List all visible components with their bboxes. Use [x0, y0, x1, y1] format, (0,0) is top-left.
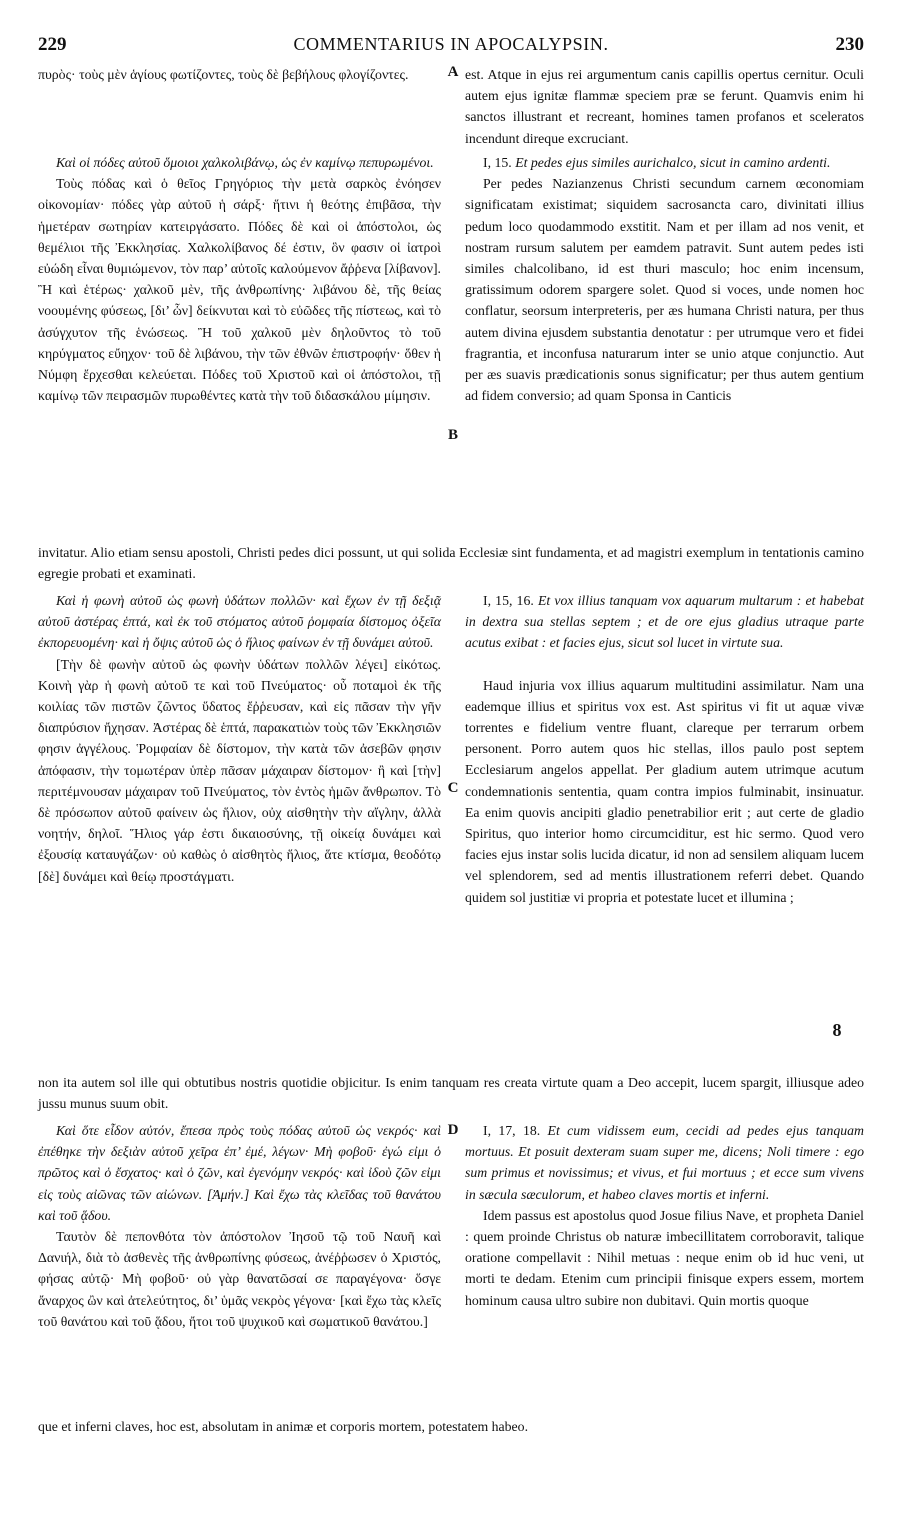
column-marker-8: 8: [832, 1020, 842, 1040]
section-fear-not: [38, 1120, 864, 1460]
page-number-left: 229: [38, 34, 67, 55]
greek-commentary: Ταυτὸν δὲ πεπονθότα τὸν ἀπόστολον Ἰησοῦ τῷ τοῦ Ναυῆ καὶ Δανιήλ, διὰ τὸ ἀσθενὲς τῆς ἀνθρωπίνης φύσεως, ἀνέῤῥωσεν ὁ Χριστός, φήσας αὐτῷ· Μὴ φοβοῦ· οὐ γὰρ θανατῶσαί σε παραγέγονα· ὅσγε ἄναρχος ὢν καὶ ἀτελεύτητος, δι’ ὑμᾶς νεκρὸς γέγονα· [καὶ ἔχω τὰς κλεῖς τοῦ θανάτου καὶ τοῦ ᾅδου, ἤτοι τοῦ ψυχικοῦ καὶ σωματικοῦ θανάτου.]: [38, 1229, 441, 1329]
margin-marker-d: D: [447, 1122, 459, 1138]
section-feet-full: [38, 542, 864, 584]
verse-reference: I, 15, 16.: [483, 593, 534, 608]
section-fear-not-full: [38, 1416, 864, 1437]
verse-reference: I, 15.: [483, 155, 512, 170]
latin-commentary: est. Atque in ejus rei argumentum canis capillis opertus cernitur. Oculi autem ejus ignitæ flammæ speciem præ se ferunt. Quamvis enim hi sanctos illustrant et recreant, homines tamen profanos et sceleratos incendunt direque excruciant.: [465, 67, 864, 146]
latin-commentary: Per pedes Nazianzenus Christi secundum carnem œconomiam significatam existimat; siquidem sacrosancta caro, divinitati illius pedum loco quodammodo exstitit. Nam et per illam ad nos venit, et nostram rursum salutem per eamdem patravit. Sunt autem pedes isti similes chalcolibano, id est thuri masculo; hoc enim incensum, gratissimum odorem spargere solet. Quod si voces, unde nomen hoc conflatur, seorsum interpreteris, per æs humana Christi natura, per thus autem divina ejusdem substantia denotatur : per utrumque vero et fidei fragrantia, et inconfusa naturarum inter se unio atque conjunctio. Aut per æs suavis prædicationis sonus significatur; per thus autem gentium ad fidem conversio; ad quam Sponsa in Canticis: [465, 176, 864, 404]
verse-reference: I, 17, 18.: [483, 1123, 541, 1138]
latin-verse: Et pedes ejus similes aurichalco, sicut in camino ardenti.: [515, 155, 831, 170]
section-voice-full: [38, 1072, 864, 1114]
page: [38, 30, 864, 1510]
greek-verse: Καὶ ὅτε εἶδον αὐτόν, ἔπεσα πρὸς τοὺς πόδας αὐτοῦ ὡς νεκρός· καὶ ἐπέθηκε τὴν δεξιὰν αὐτοῦ χεῖρα ἐπ’ ἐμέ, λέγων· Μὴ φοβοῦ· ἐγώ εἰμι ὁ πρῶτος καὶ ὁ ἔσχατος· καὶ ὁ ζῶν, καὶ ἐγενόμην νεκρός· καὶ ἰδοὺ ζῶν εἰμι εἰς τοὺς αἰῶνας τῶν αἰώνων. [Ἀμήν.] Καὶ ἔχω τὰς κλεῖδας τοῦ θανάτου καὶ τοῦ ᾅδου.: [38, 1123, 441, 1223]
greek-commentary: [Τὴν δὲ φωνὴν αὐτοῦ ὡς φωνὴν ὑδάτων πολλῶν λέγει] εἰκότως. Κοινὴ γὰρ ἡ φωνὴ αὐτοῦ τε καὶ τοῦ Πνεύματος· οὗ ποταμοὶ ἐκ τῆς κοιλίας τῶν πιστῶν ζῶντος ὕδατος ἔῤῥευσαν, καὶ εἰς πᾶσαν τὴν γῆν διαπρύσιον ἤχησαν. Ἀστέρας δὲ ἑπτά, παρακατιὼν τοὺς τῶν Ἐκκλησιῶν φησιν ἀγγέλους. Ῥομφαίαν δὲ δίστομον, τὴν κατὰ τῶν ἀσεβῶν φησιν ἀπόφασιν, τὴν τομωτέραν ὑπὲρ πᾶσαν μάχαιραν δίστομον· ἢ καὶ [τὴν] περιτέμνουσαν μάχαιραν τοῦ Πνεύματος, τὸν ἐντὸς ἡμῶν ἄνθρωπον. Τὸ δὲ πρόσωπον αὐτοῦ φαίνειν ὡς ἥλιον, οὐχ αἰσθητὴν τὴν αἴγλην, ἀλλὰ νοητήν, δηλοῖ. Ἥλιος γάρ ἐστι δικαιοσύνης, τῇ οἰκείᾳ δυνάμει καὶ ἐξουσίᾳ καταυγάζων· οὐ καθὼς ὁ αἰσθητὸς ἥλιος, ἅτε κτίσμα, θεοδότῳ [δὲ] δυνάμει καὶ θείῳ προστάγματι.: [38, 656, 441, 884]
full-width-line: non ita autem sol ille qui obtutibus nostris quotidie objicitur. Is enim tanquam res creata virtute quam a Deo accepit, lucem spargit, illiusque adeo jussu munus suum obit.: [38, 1075, 864, 1112]
page-number-right: 230: [835, 34, 864, 55]
page-header: [38, 30, 864, 64]
greek-commentary: πυρὸς· τοὺς μὲν ἁγίους φωτίζοντες, τοὺς δὲ βεβήλους φλογίζοντες.: [38, 67, 409, 82]
latin-commentary: Haud injuria vox illius aquarum multitudini assimilatur. Nam una eademque illius et spiritus vox est. Ast spiritus vi fit ut aquæ vivæ torrentes e fidelium ventre fluant, clareque per terrarum orbem personent. Porro autem quos hic stellas, illos paulo post septem Ecclesiarum angelos appellat. Per gladium autem utrimque acutum condemnationis sententia, quam contra impios fulminabit, insinuatur. Ea enim quovis ancipiti gladio penetrabilior erit ; aut certe de gladio Spiritus, quo interior homo circumciditur, est hic sermo. Quod vero facies ejus instar solis lucida dicatur, id non ad sensilem aliquam lucem vel splendorem, sed ad mentis illustrationem referri debet. Quando quidem sol justitiæ vi propria et potestate lucet et illumina ;: [465, 677, 864, 905]
section-feet: [38, 152, 864, 592]
greek-commentary: Τοὺς πόδας καὶ ὁ θεῖος Γρηγόριος τὴν μετὰ σαρκὸς ἐνόησεν οἰκονομίαν· πόδες γὰρ αὐτοῦ ἡ σάρξ· ἥτινι ἡ θεότης ἐπιβᾶσα, τὴν ἡμετέραν σωτηρίαν κατειργάσατο. Πόδες δὲ καὶ οἱ ἀπόστολοι, ὡς θεμέλιοι τῆς Ἐκκλησίας. Χαλκολίβανος δέ ἐστιν, ὃν φασιν οἱ ἰατροὶ εὐώδη εἶναι θυμιώμενον, τὸν παρ’ αὐτοῖς καλούμενον ἄῤῥενα [λίβανον]. Ἢ καὶ ἑτέρως· χαλκοῦ μὲν, τῆς ἀνθρωπίνης· λιβάνου δὲ, τῆς θείας νοουμένης φύσεως, [δι’ ὧν] δείκνυται καὶ τὸ εὐῶδες τῆς πίστεως, καὶ τὸ ἀσύγχυτον τῆς ἑνώσεως. Ἢ τοῦ χαλκοῦ μὲν δηλοῦντος τὸ τοῦ κηρύγματος εὔηχον· τοῦ δὲ λιβάνου, τὴν τῶν ἐθνῶν ἐπιστροφήν· ὅθεν ἡ Νύμφη ἔρχεσθαι κελεύεται. Πόδες τοῦ Χριστοῦ καὶ οἱ ἀπόστολοι, τῇ καμίνῳ τῶν πειρασμῶν πυρωθέντες κατὰ τὴν τοῦ διδασκάλου μίμησιν.: [38, 176, 441, 404]
margin-marker-b: B: [447, 427, 458, 443]
full-width-line: invitatur. Alio etiam sensu apostoli, Christi pedes dici possunt, ut qui solida Ecclesiæ sint fundamenta, et ad magistri exemplum in tentationis camino egregie probati et examinati.: [38, 545, 864, 582]
margin-marker-a: A: [447, 64, 459, 80]
greek-verse: Καὶ οἱ πόδες αὐτοῦ ὅμοιοι χαλκολιβάνῳ, ὡς ἐν καμίνῳ πεπυρωμένοι.: [56, 155, 434, 170]
latin-commentary: Idem passus est apostolus quod Josue filius Nave, et propheta Daniel : quem proinde Christus ob naturæ imbecillitatem corroboravit, talique oratione compellavit : Nihil metuas : neque enim ob id huc veni, ut morti te dedam. Etenim cum principii finisque expers essem, mortem hominum causa ultro subire non dubitavi. Quin mortis quoque: [465, 1207, 864, 1308]
section-voice: [38, 590, 864, 1150]
margin-marker-c: C: [447, 780, 459, 796]
latin-verse: Et vox illius tanquam vox aquarum multarum : et habebat in dextra sua stellas septem ; et de ore ejus gladius utraque parte acutus exibat : et facies ejus, sicut sol lucet in virtute sua.: [465, 593, 865, 651]
greek-verse: Καὶ ἡ φωνὴ αὐτοῦ ὡς φωνὴ ὑδάτων πολλῶν· καὶ ἔχων ἐν τῇ δεξιᾷ αὐτοῦ ἀστέρας ἑπτά, καὶ ἐκ τοῦ στόματος αὐτοῦ ῥομφαία δίστομος ὀξεῖα ἐκπορευομένη· καὶ ἡ ὄψις αὐτοῦ ὡς ὁ ἥλιος φαίνων ἐν τῇ δυνάμει αὐτοῦ.: [38, 593, 441, 651]
running-title: COMMENTARIUS IN APOCALYPSIN.: [293, 34, 609, 54]
latin-verse: Et cum vidissem eum, cecidi ad pedes ejus tanquam mortuus. Et posuit dexteram suam super me, dicens; Noli timere : ego sum primus et novissimus; et vivus, et fui mortuus ; et ecce sum vivens in sæcula sæculorum, et habeo claves mortis et inferni.: [465, 1123, 865, 1202]
full-width-line: que et inferni claves, hoc est, absolutam in animæ et corporis mortem, potestatem habeo.: [38, 1419, 529, 1434]
